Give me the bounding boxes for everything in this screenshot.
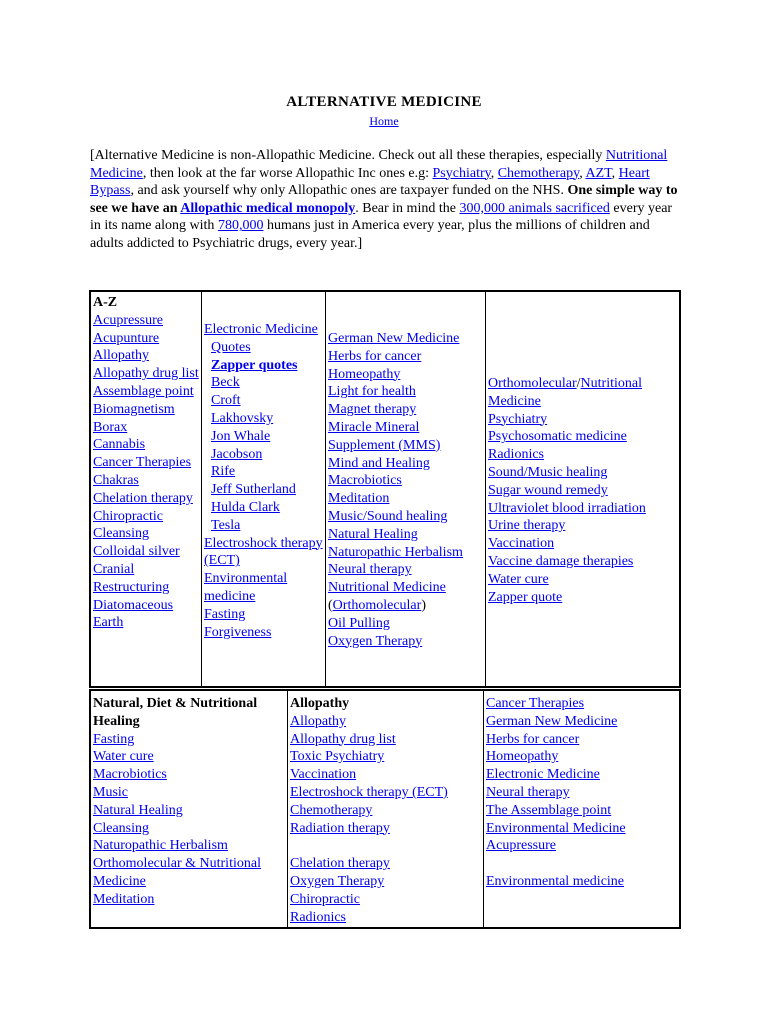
table1-col2-list <box>204 535 323 642</box>
water-cure-link[interactable]: Water cure <box>488 571 549 587</box>
cancer-therapies-link[interactable]: Cancer Therapies <box>486 696 585 711</box>
oil-pulling-link[interactable]: Oil Pulling <box>328 615 390 631</box>
herbs-for-cancer-link[interactable]: Herbs for cancer <box>486 731 580 747</box>
allopathy-link[interactable]: Allopathy <box>93 348 149 364</box>
table2-col2 <box>287 691 483 927</box>
urine-therapy-link[interactable]: Urine therapy <box>488 518 566 534</box>
table1-col3-list2 <box>328 615 483 651</box>
beck-link[interactable]: Beck <box>211 375 240 391</box>
slash: / <box>576 376 581 391</box>
humans-780000-link[interactable]: 780,000 <box>217 218 264 234</box>
diatomaceous-earth-link[interactable]: Diatomaceous Earth <box>93 597 174 631</box>
sugar-wound-remedy-link[interactable]: Sugar wound remedy <box>488 482 608 498</box>
home-link[interactable]: Home <box>369 114 399 128</box>
herbs-for-cancer-link[interactable]: Herbs for cancer <box>328 348 422 364</box>
index-table-a-z <box>89 290 681 688</box>
a-z-list <box>93 312 199 632</box>
psychiatry-link[interactable]: Psychiatry <box>432 165 491 181</box>
intro-text: [Alternative Medicine is non-Allopathic Medicine. Check out all these therapies, especially <box>90 148 606 163</box>
nutritional-medicine-link[interactable]: Nutritional Medicine <box>90 148 668 181</box>
meditation-link[interactable]: Meditation <box>328 491 390 507</box>
sound-music-healing-link[interactable]: Sound/Music healing <box>488 464 608 480</box>
allopathy-header: Allopathy <box>290 696 350 711</box>
music-sound-healing-link[interactable]: Music/Sound healing <box>328 508 448 524</box>
natural-healing-header: Natural, Diet & Nutritional Healing <box>93 696 258 729</box>
intro-text: , then look at the far worse Allopathic Inc ones e.g: <box>142 165 433 181</box>
german-new-medicine-link[interactable]: German New Medicine <box>328 331 460 346</box>
environmental-medicine-link[interactable]: Environmental medicine <box>486 873 625 889</box>
monopoly-text: One simple way to see we have an <box>90 183 678 216</box>
environmental-medicine-link[interactable]: Environmental Medicine <box>486 820 626 836</box>
chemotherapy-link[interactable]: Chemotherapy <box>497 165 580 181</box>
acupressure-link[interactable]: Acupressure <box>486 838 556 854</box>
vaccine-damage-therapies-link[interactable]: Vaccine damage therapies <box>488 553 634 569</box>
cancer-therapies-link[interactable]: Cancer Therapies <box>93 455 192 471</box>
meditation-link[interactable]: Meditation <box>93 891 155 907</box>
page-title: ALTERNATIVE MEDICINE <box>286 94 482 110</box>
nutritional-medicine-link[interactable]: Nutritional Medicine <box>488 376 642 409</box>
neural-therapy-link[interactable]: Neural therapy <box>486 784 570 800</box>
psychiatry-link[interactable]: Psychiatry <box>488 411 548 427</box>
tesla-link[interactable]: Tesla <box>211 517 241 533</box>
allopathy-drug-list-link[interactable]: Allopathy drug list <box>290 731 396 747</box>
natural-healing-link[interactable]: Natural Healing <box>328 526 418 542</box>
azt-link[interactable]: AZT <box>585 165 612 181</box>
fasting-link[interactable]: Fasting <box>204 606 246 622</box>
paren: ( <box>328 597 333 613</box>
music-link[interactable]: Music <box>93 784 128 800</box>
intro-text: . Bear in mind the <box>355 200 460 216</box>
light-for-health-link[interactable]: Light for health <box>328 384 416 400</box>
magnet-therapy-link[interactable]: Magnet therapy <box>328 402 417 418</box>
water-cure-link[interactable]: Water cure <box>93 749 154 765</box>
natural-healing-link[interactable]: Natural Healing <box>93 802 183 818</box>
table2-col1 <box>91 691 287 927</box>
electronic-medicine-link[interactable]: Electronic Medicine <box>486 767 600 783</box>
intro-text: , <box>611 165 619 181</box>
allopathy-list <box>290 713 481 838</box>
electronic-medicine-link[interactable]: Electronic Medicine <box>204 322 318 337</box>
allopathic-monopoly-link[interactable]: Allopathic medical monopoly <box>180 200 356 216</box>
intro-text: , <box>490 165 498 181</box>
electroshock-therapy-ect-link[interactable]: Electroshock therapy (ECT) <box>204 535 323 569</box>
orthomolecular-nutritional-medicine-link[interactable]: Orthomolecular & Nutritional Medicine <box>93 856 261 889</box>
table2-col3-list <box>486 695 677 855</box>
allopathy-link[interactable]: Allopathy <box>290 713 346 729</box>
home-link-wrap <box>0 114 768 129</box>
jon-whale-link[interactable]: Jon Whale <box>211 428 271 444</box>
orthomolecular-line <box>328 597 483 615</box>
psychosomatic-medicine-link[interactable]: Psychosomatic medicine <box>488 429 627 445</box>
allopathy-list2 <box>290 855 481 926</box>
animals-sacrificed-link[interactable]: 300,000 animals sacrificed <box>459 200 610 216</box>
table1-col4-list <box>488 411 677 607</box>
jeff-sutherland-link[interactable]: Jeff Sutherland <box>211 482 296 498</box>
acupressure-link[interactable]: Acupressure <box>93 312 163 328</box>
table1-col4 <box>485 292 679 686</box>
hulda-clark-link[interactable]: Hulda Clark <box>211 499 280 515</box>
intro-text: every year in its name along with <box>90 200 673 234</box>
zapper-quote-link[interactable]: Zapper quote <box>488 589 563 605</box>
table1-col3 <box>325 292 485 686</box>
mind-and-healing-link[interactable]: Mind and Healing <box>328 455 430 471</box>
colloidal-silver-link[interactable]: Colloidal silver <box>93 544 180 560</box>
homeopathy-link[interactable]: Homeopathy <box>486 749 559 765</box>
ortho-nutritional-line <box>488 375 677 411</box>
borax-link[interactable]: Borax <box>93 419 128 435</box>
natural-healing-list <box>93 731 283 909</box>
vaccination-link[interactable]: Vaccination <box>290 767 357 783</box>
chemotherapy-link[interactable]: Chemotherapy <box>290 802 373 818</box>
assemblage-point-link[interactable]: Assemblage point <box>93 383 194 399</box>
rife-link[interactable]: Rife <box>211 464 236 480</box>
nutritional-medicine-link[interactable]: Nutritional Medicine <box>328 580 446 596</box>
cleansing-link[interactable]: Cleansing <box>93 820 149 836</box>
croft-link[interactable]: Croft <box>211 393 241 409</box>
naturopathic-herbalism-link[interactable]: Naturopathic Herbalism <box>93 838 228 854</box>
biomagnetism-link[interactable]: Biomagnetism <box>93 401 175 417</box>
a-z-header: A-Z <box>93 295 118 310</box>
radiation-therapy-link[interactable]: Radiation therapy <box>290 820 390 836</box>
chakras-link[interactable]: Chakras <box>93 472 139 488</box>
zapper-quotes-link[interactable]: Zapper quotes <box>211 357 298 373</box>
table1-col2 <box>201 292 325 686</box>
paren: ) <box>421 597 426 613</box>
macrobiotics-link[interactable]: Macrobiotics <box>328 473 402 489</box>
toxic-psychiatry-link[interactable]: Toxic Psychiatry <box>290 749 385 765</box>
jacobson-link[interactable]: Jacobson <box>211 446 263 462</box>
macrobiotics-link[interactable]: Macrobiotics <box>93 767 167 783</box>
intro-text: humans just in America every year, plus the millions of children and adults addicted to Psychiatric drugs, every year.] <box>90 218 650 251</box>
neural-therapy-link[interactable]: Neural therapy <box>328 562 412 578</box>
table2-col3-list2 <box>486 873 677 891</box>
orthomolecular-link[interactable]: Orthomolecular <box>332 597 422 613</box>
miracle-mineral-supplement-mms-link[interactable]: Miracle Mineral Supplement (MMS) <box>328 419 441 453</box>
chiropractic-link[interactable]: Chiropractic <box>290 891 360 907</box>
quotes-link[interactable]: Quotes <box>211 339 251 355</box>
german-new-medicine-link[interactable]: German New Medicine <box>486 713 618 729</box>
oxygen-therapy-link[interactable]: Oxygen Therapy <box>290 873 385 889</box>
cleansing-link[interactable]: Cleansing <box>93 526 149 542</box>
environmental-medicine-link[interactable]: Environmental medicine <box>204 571 288 604</box>
acupunture-link[interactable]: Acupunture <box>93 330 160 346</box>
chelation-therapy-link[interactable]: Chelation therapy <box>93 490 193 506</box>
naturopathic-herbalism-link[interactable]: Naturopathic Herbalism <box>328 544 463 560</box>
electronic-sub-list <box>204 339 323 535</box>
electroshock-therapy-ect-link[interactable]: Electroshock therapy (ECT) <box>290 784 448 800</box>
categories-table <box>89 689 681 929</box>
allopathy-drug-list-link[interactable]: Allopathy drug list <box>93 366 199 382</box>
the-assemblage-point-link[interactable]: The Assemblage point <box>486 802 612 818</box>
lakhovsky-link[interactable]: Lakhovsky <box>211 410 274 426</box>
homeopathy-link[interactable]: Homeopathy <box>328 366 401 382</box>
heart-bypass-link[interactable]: Heart Bypass <box>90 165 650 199</box>
fasting-link[interactable]: Fasting <box>93 731 135 747</box>
chiropractic-link[interactable]: Chiropractic <box>93 508 163 524</box>
intro-text: , and ask yourself why only Allopathic ones are taxpayer funded on the NHS. <box>130 183 568 199</box>
ultraviolet-blood-irradiation-link[interactable]: Ultraviolet blood irradiation <box>488 500 646 516</box>
intro-paragraph <box>90 147 678 253</box>
cannabis-link[interactable]: Cannabis <box>93 437 146 453</box>
oxygen-therapy-link[interactable]: Oxygen Therapy <box>328 633 423 649</box>
cranial-restructuring-link[interactable]: Cranial Restructuring <box>93 561 170 595</box>
table1-col1 <box>91 292 201 686</box>
vaccination-link[interactable]: Vaccination <box>488 536 555 552</box>
radionics-link[interactable]: Radionics <box>290 909 346 925</box>
intro-text: , <box>579 165 586 181</box>
table2-col3 <box>483 691 679 927</box>
forgiveness-link[interactable]: Forgiveness <box>204 624 272 640</box>
orthomolecular-link[interactable]: Orthomolecular <box>488 376 577 391</box>
chelation-therapy-link[interactable]: Chelation therapy <box>290 856 390 872</box>
table1-col3-list <box>328 330 483 597</box>
radionics-link[interactable]: Radionics <box>488 447 544 463</box>
